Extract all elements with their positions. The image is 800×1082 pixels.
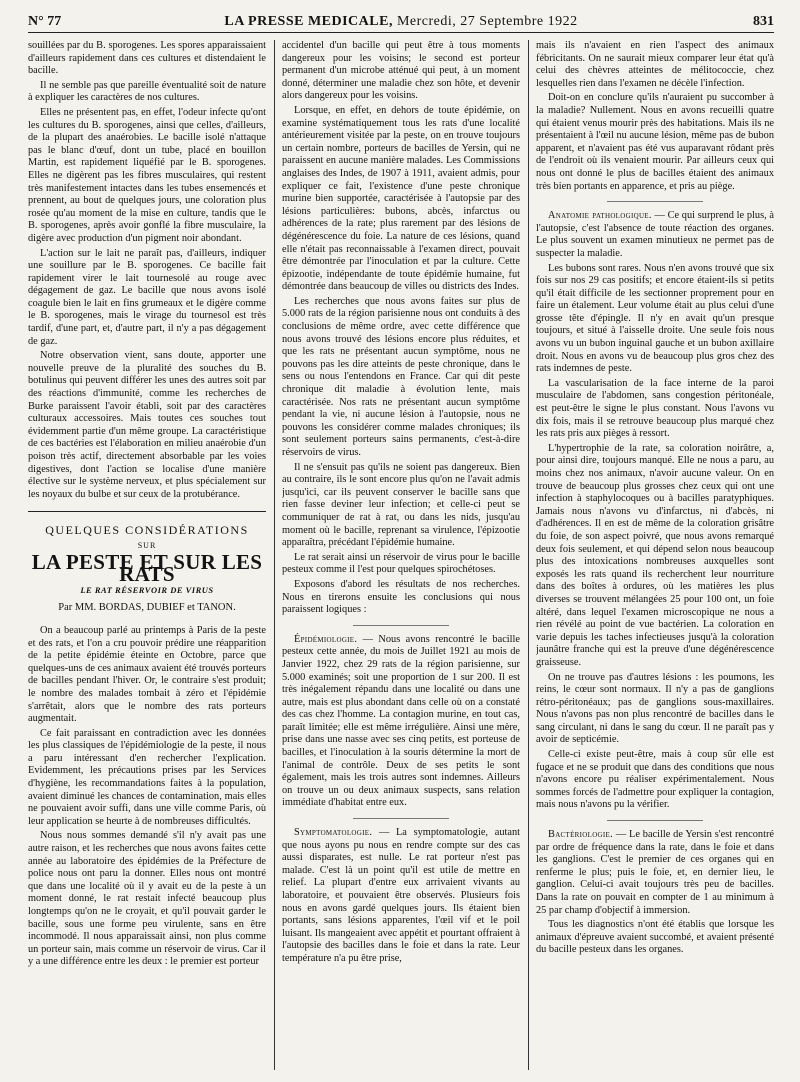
article-authors: Par MM. BORDAS, DUBIEF et TANON.	[58, 602, 236, 614]
paragraph: Exposons d'abord les résultats de nos recherches. Nous en tirerons ensuite les conclusions qui nous paraissent logiques :	[282, 578, 520, 616]
section-text: — La symptomatologie, autant que nous ayons pu nous en rendre compte sur des cas aussi disparates, est nulle. Le rat porteur n'est pas malade. C'est là un point qu'il est utile de mettre en relief. La plupart d'entre eux arrivaient vivants au laboratoire, et pouvaient être observés. Plusieurs fois nous en avons gardé quelques jours. Ils étaient bien portants, sans lésions apparentes, l'œil vif et le poil luisant. Ils mangeaient avec appétit et pourtant offraient à l'autopsie des bacilles dans le foie et dans la rate. Leur température n'a pu être prise,	[282, 827, 520, 964]
paragraph: Lorsque, en effet, en dehors de toute épidémie, on examine systématiquement tous les rats d'une localité antérieurement visitée par la peste, on en trouve toujours un certain nombre, porteurs de bacilles de Yersin, qui ne paraissent en aucune manière malades. Les Commissions anglaises des Indes, de 1907 à 1911, avaient admis, pour expliquer ce fait, l'existence d'une peste chronique murine bien supportée, caractérisée à l'autopsie par des lésions particulières: bubons, abcès, infarctus ou adhérences de la rate; plus rarement par des lésions de dégénérescence du foie. La nature de ces lésions, quand elle n'était pas reconnaissable à l'examen direct, pouvait être démontrée par l'inoculation et par la culture. Cette épizootie, indépendante de toute épidémie humaine, fut démontrée dans beaucoup de villes ou districts des Indes.	[282, 104, 520, 293]
article-subtitle: LE RAT RÉSERVOIR DE VIRUS	[80, 584, 214, 595]
journal-name: LA PRESSE MEDICALE,	[224, 14, 393, 29]
paragraph: accidentel d'un bacille qui peut être à tous moments dangereux pour les voisins; le second est porteur permanent d'un microbe atténué qui peut, à un moment donné, déterminer une maladie chez son hôte, et devenir alors dangereux pour les voisins.	[282, 40, 520, 102]
section-heading: Anatomie pathologique.	[548, 210, 652, 222]
issue-date: Mercredi, 27 Septembre 1922	[396, 14, 578, 29]
section-bacteriology	[536, 829, 774, 917]
paragraph: Notre observation vient, sans doute, apporter une nouvelle preuve de la pluralité des souches du B. botulinus qui peuvent différer les unes des autres soit par des réactions d'immunité, comme les recherches de Burke paraissent l'avoir établi, soit par des caractères culturaux accessoires. Mais toutes ces souches tout évidemment partie d'un même groupe. La caractéristique de ces bactéries est l'élaboration en milieu anaérobie d'un poison très actif, directement absorbable par les voies digestives, dont l'action se localise d'une manière élective sur le système nerveux, et plus spécialement sur les noyaux du bulbe et sur ceux de la protubérance.	[28, 350, 266, 500]
paragraph: Elles ne présentent pas, en effet, l'odeur infecte qu'ont les cultures du B. sporogenes, ainsi que celles, d'ailleurs, de la plupart des anaérobies. Le bacille isolé n'attaque pas le blanc d'œuf, dont un tube, placé en bouillon Martin, est rapidement liquéfié par le B. sporogenes. Elles ne digèrent pas les fibres musculaires, qui restent très manifestement intactes dans les tubes ensemencés et prennent, au bout de quelques jours, une coloration plus rosée qu'au moment de la mise en culture, tandis que le B. sporogenes, après avoir gonflé la fibre musculaire, la digère avec production d'un pigment noir abondant.	[28, 106, 266, 244]
page-number: 831	[753, 14, 774, 29]
section-text: — Ce qui surprend le plus, à l'autopsie, c'est l'absence de toute réaction des organes. Le plus souvent un examen minutieux ne permet pas de suspecter la maladie.	[536, 210, 774, 259]
section-separator	[607, 820, 702, 821]
paragraph: Les bubons sont rares. Nous n'en avons trouvé que six fois sur nos 29 cas positifs; et encore étaient-ils si petits qu'il était difficile de les sectionner proprement pour en faire un étalement. Leur volume était au plus celui d'une grosse tête d'épingle. Il n'y en avait qu'un presque toujours, et situé à l'aisselle droite. Une seule fois nous avons vu un bubon inguinal gauche et un bubon axillaire droit. Nous en avons vu de beaucoup plus gros chez des rats indemnes de peste.	[536, 262, 774, 375]
page-header	[28, 12, 774, 33]
paragraph: Celle-ci existe peut-être, mais à coup sûr elle est fugace et ne se produit que dans des conditions que nous n'avons encore pu réaliser expérimentalement. Nous sommes forcés de l'admettre pour expliquer la contagion, mais nous n'avons pu la vérifier.	[536, 749, 774, 811]
column-2	[282, 40, 520, 1070]
paragraph: Il ne semble pas que pareille éventualité soit de nature à expliquer les caractères de nos cultures.	[28, 79, 266, 104]
section-text: — Nous avons rencontré le bacille pesteux cette année, du mois de Juillet 1921 au mois de Janvier 1922, chez 29 rats de la région parisienne, sur 5.000 examinés; soit une proportion de 1 sur 200. Il est très inégalement répandu dans une localité ou dans une autre, mais est plus abondant dans celle où on a constaté des cas chez l'homme. La contagion murine, en tout cas, paraît limitée; elle est même irrégulière. Ainsi une mère, prise dans une nasse avec ses cinq petits, est porteuse de bacilles, et l'inoculation à la souris détermine la mort de l'animal de contrôle. Deux de ses petits le sont également, mais les trois autres sont indemnes. Ailleurs on trouve un ou deux animaux suspects, sans relation immédiate d'habitat entre eux.	[282, 633, 520, 809]
title-line: QUELQUES CONSIDÉRATIONS	[45, 523, 249, 538]
paragraph: Tous les diagnostics n'ont été établis que lorsque les animaux d'épreuve avaient succombé, et avaient présenté du bacille pesteux dans les organes.	[536, 919, 774, 956]
column-3	[536, 40, 774, 1070]
paragraph: On ne trouve pas d'autres lésions : les poumons, les reins, le cœur sont normaux. Il n'y a pas de ganglions rétro-péritonéaux; pas de ganglions sous-maxillaires. Nous n'avons pas non plus rencontré de bacilles dans le sang circulant, ni dans le sang du cœur. Il ne paraît pas y avoir de septicémie.	[536, 671, 774, 746]
section-symptomatology	[282, 827, 520, 966]
paragraph: L'hypertrophie de la rate, sa coloration noirâtre, a, pour ainsi dire, toujours manqué. Elle ne nous a paru, au moins chez nos animaux, n'avoir aucune valeur. On en trouve de beaucoup plus grosses chez ceux qui ont une infection à staphylocoques ou à bacilles paratyphiques. Jamais nous n'avons vu d'infarctus, ni d'abcès, ni d'adhérences. Il en est de même de la coloration grisâtre du foie, de son aspect poivré, que nous avons remarqué deux fois seulement, et qui dépend selon nous beaucoup plus des intoxications nombreuses auxquelles sont exposés les rats quand ils recherchent leur nourriture dans des boîtes à ordures, où les matières les plus diverses se trouvent mélangées 25 pour 100 ont, un foie altéré, dans lequel l'examen microscopique ne nous a rien révélé au point de vue bactérien. La coloration en varie depuis les taches infectieuses jusqu'à la coloration jaunâtre franche qui est la preuve d'une dégénérescence graisseuse.	[536, 442, 774, 668]
paragraph: La vascularisation de la face interne de la paroi musculaire de l'abdomen, sans congestion péritonéale, est peut-être le signe le plus constant. Nous l'avons vu dix fois, mais il se retrouve beaucoup plus marqué chez les rats pris aux pièges à ressort.	[536, 377, 774, 440]
paragraph: Ce fait paraissant en contradiction avec les données les plus classiques de l'épidémiologie de la peste, il nous a paru intéressant d'en rechercher l'explication. Evidemment, les précautions prises par les Services d'hygiène, les recommandations faites à la population, avaient diminué les chances de contamination, mais elles ne pouvaient avoir suffi, dans une ville comme Paris, où leur application se heurte à de nombreuses difficultés.	[28, 727, 266, 827]
section-heading: Symptomatologie.	[294, 827, 373, 839]
paragraph: Il ne s'ensuit pas qu'ils ne soient pas dangereux. Bien au contraire, ils le sont encore plus qu'on ne l'avait admis jusqu'ici, car ils peuvent conserver le bacille sans que rien fasse deviner leur infection; et celle-ci peut se communiquer de rat à rat, ou dans les nids, jusqu'au moment où le bacille, reprenant sa virulence, l'épizootie apparaîtra, précédant l'épidémie humaine.	[282, 461, 520, 549]
paragraph: mais ils n'avaient en rien l'aspect des animaux fébricitants. On ne saurait mieux comparer leur état qu'à celui des chèvres atteintes de mélitococcie, chez lesquelles rien dans l'examen ne décèle l'infection.	[536, 40, 774, 89]
issue-number: N° 77	[28, 14, 62, 29]
column-1	[28, 40, 266, 1070]
column-rule	[528, 40, 529, 1070]
paragraph: souillées par du B. sporogenes. Les spores apparaissaient d'ailleurs rapidement dans ces cultures et distendaient le bacille.	[28, 40, 266, 77]
section-heading: Bactériologie.	[548, 829, 614, 841]
section-separator	[607, 201, 702, 202]
section-separator	[353, 818, 448, 819]
paragraph: Le rat serait ainsi un réservoir de virus pour le bacille pesteux comme il l'est pour quelques spirochétoses.	[282, 551, 520, 576]
section-epidemiology	[282, 634, 520, 810]
paragraph: L'action sur le lait ne paraît pas, d'ailleurs, indiquer une souillure par le B. sporogenes. Ce bacille fait rapidement virer le lait tournesolé au rouge avec dégagement de gaz. Le bacille que nous avons isolé coagule bien le lait en fins grumeaux et le digère comme le B. sporogenes, mais le virage du tournesol est très tardif, d'une part, et, d'autre part, il n'y a pas dégagement de gaz.	[28, 247, 266, 347]
section-text: — Le bacille de Yersin s'est rencontré par ordre de fréquence dans la rate, dans le foie et dans les ganglions. C'est le premier de ces organes qui en renferme le plus; puis le foie, et, en dernier lieu, le ganglion. Celui-ci avait toujours très peu de bacilles. Dans la rate on pouvait en compter de 1 au minimum à 25 par champ d'objectif à immersion.	[536, 829, 774, 916]
section-pathology	[536, 210, 774, 260]
paragraph: Les recherches que nous avons faites sur plus de 5.000 rats de la région parisienne nous ont conduits à des conclusions de même ordre, avec cette différence que nous avons trouvé des lésions encore plus réduites, et que les rats ne présentant aucun symptôme, nous ne pouvons pas les dire atteints de peste chronique, dans le sens ou nous l'entendons en France. Car qui dit peste chronique dit maladie à évolution lente, mais caractérisée. Nos rats ne présentant aucun symptôme pendant la vie, ni aucune lésion à l'autopsie, nous ne pouvons les considérer comme malades chroniques; ils sont seulement porteurs sains permanents, c'est-à-dire réservoirs de virus.	[282, 295, 520, 458]
paragraph: On a beaucoup parlé au printemps à Paris de la peste et des rats, et l'on a cru pouvoir prédire une réapparition de la petite épidémie éteinte en Octobre, parce que quelques-uns de ces animaux avaient été trouvés porteurs de bacilles pendant l'hiver. Or, le contraire s'est produit; le nombre des malades tombait à zéro et l'épidémie s'arrêtait, alors que le nombre des rats porteurs augmentait.	[28, 624, 266, 725]
title-connector: SUR	[137, 540, 157, 550]
section-separator	[353, 625, 448, 626]
section-heading: Épidémiologie.	[294, 633, 358, 645]
journal-title	[128, 14, 674, 30]
article-title-block	[28, 511, 266, 615]
article-title: LA PESTE ET SUR LES RATS	[31, 549, 263, 587]
column-rule	[274, 40, 275, 1070]
paragraph: Nous nous sommes demandé s'il n'y avait pas une autre raison, et les recherches que nous avons faites cette année au laboratoire des épidémies de la Préfecture de police nous ont paru la donner. Elles nous ont montré que dans une localité où il y avait eu de la peste à un moment donné, le rat restait infecté beaucoup plus longtemps qu'on ne le croyait, et qu'il pouvait garder le bacille, sous une forme peu virulente, sans en être incommodé. Il nous apparaissait ainsi, non plus comme un porteur sain, mais comme un réservoir de virus. Car il y a une différence entre les deux : le premier est porteur	[28, 830, 266, 968]
paragraph: Doit-on en conclure qu'ils n'auraient pu succomber à la maladie? Nullement. Nous en avons recueilli quatre qui étaient venus mourir près des habitations. Mais ils ne présentaient à l'œil nu aucune lésion, même pas de bubon apparent, et n'avaient pas été vus auparavant rôdant près de l'endroit où ils venaient mourir. Par ailleurs ceux qui nous ont donné le plus de bacilles étaient des animaux très bien portants en apparence, et pris au piège.	[536, 92, 774, 192]
